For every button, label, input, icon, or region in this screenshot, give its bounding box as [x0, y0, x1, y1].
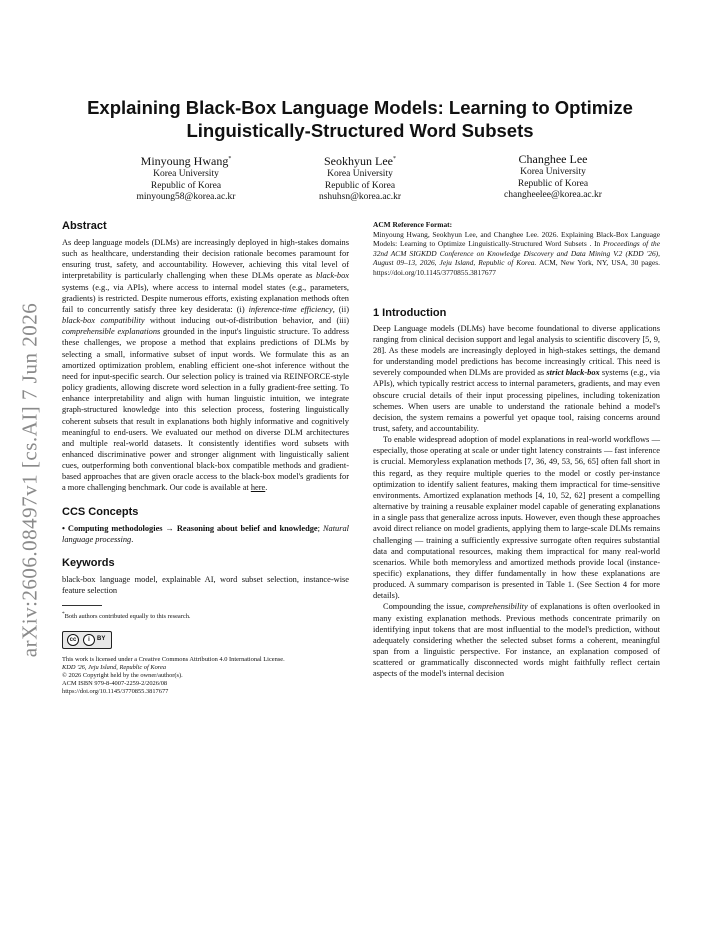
- introduction-section: [373, 307, 660, 680]
- intro-paragraph-3: Compounding the issue, comprehensibility of explanations is often overlooked in many existing explanation methods. Previous methods concentrate primarily on identifying input tokens that are most influential to the model's prediction, without adequately considering whether the selected subset forms a coherent, meaningful span from a linguistic perspective. For instance, an explanation composed of scattered or grammatically disconnected words might faithfully reflect certain aspects of the model's internal decision: [373, 602, 660, 679]
- abstract-heading: Abstract: [62, 220, 107, 232]
- acm-reference-heading: ACM Reference Format:: [373, 220, 453, 229]
- keywords-heading: Keywords: [62, 556, 115, 569]
- keywords-text: black-box language model, explainable AI, word subset selection, instance-wise feature selection: [62, 574, 349, 596]
- intro-paragraph-2: To enable widespread adoption of model explanations in real-world workflows — especially, those operating at scale or under tight latency constraints — fast inference is crucial. Memoryless explanation methods [7, 36, 49, 53, 56, 65] often fall short in this regard, as they require multiple queries to the model or costly per-instance optimization to identify salient features, making them impractical for time-sensitive environments. Amortized explanation methods [4, 10, 52, 62] present a compelling alternative by training a reusable explainer model capable of generating explanations in a single pass that generalize across inputs. However, even though these approaches avoid direct reliance on model gradients, applying them to large-scale DLMs remains challenging — training a sufficiently expressive surrogate often requires substantial data and computational resources, making them impractical for many real-world scenarios. While both memoryless and amortized methods provide local (instance-specific) explanations, they differ fundamentally in how these explanations are produced. A summary comparison is presented in Table 1. (See Section 4 for more details).: [373, 435, 660, 601]
- author-affiliation: Korea University: [153, 169, 219, 179]
- keywords-section: [62, 557, 349, 596]
- author-affiliation: Korea University: [327, 169, 393, 179]
- author-name: Changhee Lee: [518, 152, 588, 166]
- author-country: Republic of Korea: [517, 178, 589, 189]
- author-email[interactable]: nshuhsn@korea.ac.kr: [318, 192, 402, 202]
- attribution-icon: i: [83, 634, 95, 646]
- author-country: Republic of Korea: [324, 180, 396, 191]
- acm-reference-text: Minyoung Hwang, Seokhyun Lee, and Changhee Lee. 2026. Explaining Black-Box Language Models: Learning to Optimize Linguistically-Structured Word Subsets . In Proceedings of the 32nd ACM SIGKDD Conference on Knowledge Discovery and Data Mining V.2 (KDD '26), August 09–13, 2026, Jeju Island, Republic of Korea. ACM, New York, NY, USA, 30 pages. https://doi.org/10.1145/3770855.3817677: [373, 229, 660, 277]
- license-block: [62, 631, 349, 696]
- author-block-2: [260, 152, 460, 204]
- author-block-3: [453, 152, 653, 202]
- author-country: Republic of Korea: [150, 180, 222, 191]
- creative-commons-badge[interactable]: [62, 631, 112, 649]
- author-name: Seokhyun Lee: [324, 154, 393, 168]
- copyright-line: © 2026 Copyright held by the owner/author(s).: [62, 672, 183, 680]
- ccs-text: • Computing methodologies → Reasoning about belief and knowledge; Natural language processing.: [62, 523, 349, 544]
- equal-contribution-mark: *: [392, 156, 396, 162]
- author-email[interactable]: changheelee@korea.ac.kr: [504, 190, 602, 200]
- left-column: [62, 220, 349, 696]
- arxiv-stamp: [10, 300, 50, 660]
- intro-paragraph-1: Deep Language models (DLMs) have become foundational to diverse applications ranging from clinical decision support and legal analysis to scientific discovery [5, 9, 28]. As these models are increasingly deployed in high-stakes settings, the demand for understanding model predictions has become increasingly critical. This need is severely compounded when DLMs are provided as strict black-box systems (e.g., via APIs), which typically restrict access to internal parameters, gradients, and may even obscure crucial details of their input processing pipelines, including tokenization schemes. When users are unable to understand the rationale behind a model's decision, the system remains a powerful yet opaque tool, raising concerns around trust, safety, and accountability.: [373, 323, 660, 433]
- paper-title: [60, 96, 660, 142]
- right-column: [373, 220, 660, 680]
- author-block-1: [86, 152, 286, 204]
- author-email[interactable]: minyoung58@korea.ac.kr: [136, 192, 236, 202]
- arxiv-identifier[interactable]: arXiv:2606.08497v1 [cs.AI] 7 Jun 2026: [17, 302, 42, 658]
- acm-reference-format: [373, 220, 660, 278]
- isbn-line: ACM ISBN 979-8-4007-2259-2/2026/08: [62, 680, 168, 688]
- abstract-text: As deep language models (DLMs) are increasingly deployed in high-stakes domains such as healthcare, understanding their decision rationale becomes paramount for ensuring trust, safety, and accountability. However, achieving this vital level of interpretability is particularly challenging when these DLMs operate as black-box systems (e.g., via APIs), where access to internal model states (e.g., parameters, gradients) is restricted. Despite numerous efforts, existing explanation methods often fail to concurrently satisfy three key desiderata: (i) inference-time efficiency, (ii) black-box compatibility without inducing out-of-distribution behavior, and (iii) comprehensible explanations grounded in the input's linguistic structure. To address these challenges, we propose a method that explains predictions of DLMs by selecting a small, informative subset of input words. We formulate this as an amortized optimization problem, enabling efficient one-shot inference without the need for input-specific search. Our selection policy is trained via REINFORCE-style policy gradients, allowing discrete word selection in a fully gradient-free setting. To enhance interpretability and align with human linguistic intuition, we integrate graph-structured knowledge into this selection process, fostering linguistically coherent subsets that result in explanations both highly informative and cognitively meaningful to end-users. We evaluated our method on diverse DLM architectures and multiple real-world datasets. It consistently identifies word subsets with enhanced discriminative power and stronger alignment with linguistically salient cues, outperforming both conventional black-box compatible methods and gradient-based approaches that are given oracle access to the black-box model's gradients for a more challenging benchmark. Our code is available at here.: [62, 238, 349, 493]
- cc-icon: cc: [67, 634, 79, 646]
- ccs-heading: CCS Concepts: [62, 505, 139, 518]
- author-affiliation: Korea University: [520, 167, 586, 177]
- title-line-2: Linguistically-Structured Word Subsets: [186, 120, 534, 141]
- introduction-heading: 1 Introduction: [373, 306, 447, 319]
- by-label: BY: [97, 636, 106, 643]
- title-line-1: Explaining Black-Box Language Models: Learning to Optimize: [87, 97, 633, 118]
- footnote-rule: [62, 605, 102, 606]
- ccs-concepts-section: [62, 506, 349, 545]
- license-line: This work is licensed under a Creative Commons Attribution 4.0 International License.: [62, 656, 285, 664]
- footnote: *Both authors contributed equally to this research.: [62, 611, 191, 621]
- code-link[interactable]: here: [250, 483, 266, 493]
- doi-line[interactable]: https://doi.org/10.1145/3770855.3817677: [62, 688, 169, 696]
- author-name: Minyoung Hwang: [140, 154, 229, 168]
- equal-contribution-mark: *: [228, 156, 232, 162]
- venue-line: KDD '26, Jeju Island, Republic of Korea: [62, 664, 167, 672]
